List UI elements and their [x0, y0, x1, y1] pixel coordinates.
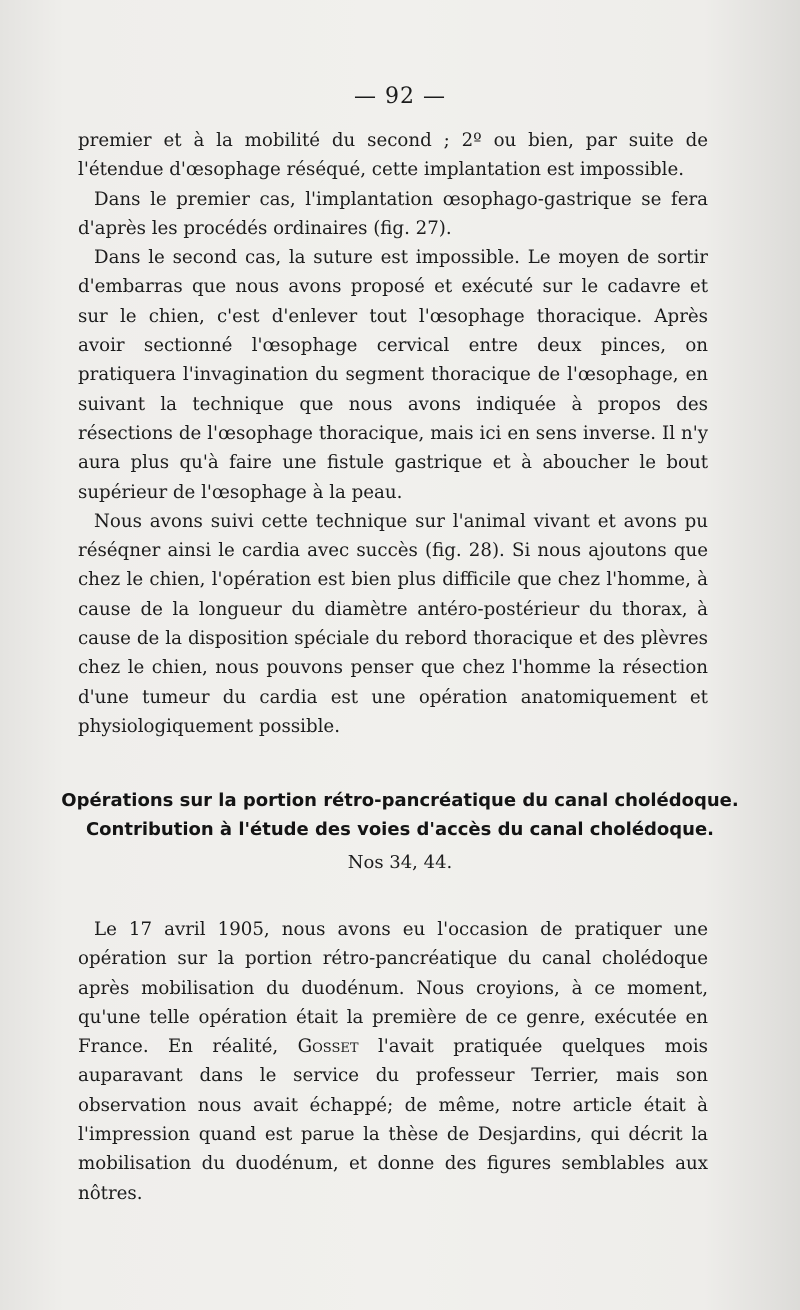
- paragraph: [78, 915, 708, 1208]
- paragraph-start: Le 17 avril 1905, nous avons eu l'occasion de pratiquer une opération sur la portion rétro-pancréatique du canal cholédoque après mobilisation du duodénum. Nous croyions, à ce moment, qu'une telle opération était la première de ce genre, exécutée en France. En réalité,: [78, 919, 708, 1058]
- author-name: Gosset: [297, 1036, 359, 1058]
- paragraph: premier et à la mobilité du second ; 2º ou bien, par suite de l'étendue d'œsophage réséqué, cette implantation est impossible.: [78, 130, 708, 181]
- section-1-text: [78, 126, 708, 741]
- reference-numbers: Nos 34, 44.: [347, 852, 453, 873]
- paragraph-end: l'avait pratiquée quelques mois auparavant dans le service du professeur Terrier, mais son observation nous avait échappé; de même, notre article était à l'impression quand est parue la thèse de Desjardins, qui décrit la mobilisation du duodénum, et donne des figures semblables aux nôtres.: [78, 1036, 708, 1204]
- paragraph: Nous avons suivi cette technique sur l'animal vivant et avons pu réséqner ainsi le cardia avec succès (fig. 28). Si nous ajoutons que chez le chien, l'opération est bien plus difficile que chez l'homme, à cause de la longueur du diamètre antéro-postérieur du thorax, à cause de la disposition spéciale du rebord thoracique et des plèvres chez le chien, nous pouvons penser que chez l'homme la résection d'une tumeur du cardia est une opération anatomiquement et physiologiquement possible.: [78, 510, 708, 737]
- page-number: — 92 —: [354, 84, 446, 109]
- paragraph: Dans le second cas, la suture est impossible. Le moyen de sortir d'embarras que nous avons proposé et exécuté sur le cadavre et sur le chien, c'est d'enlever tout l'œsophage thoracique. Après avoir sectionné l'œsophage cervical entre deux pinces, on pratiquera l'invagination du segment thoracique de l'œsophage, en suivant la technique que nous avons indiquée à propos des résections de l'œsophage thoracique, mais ici en sens inverse. Il n'y aura plus qu'à faire une fistule gastrique et à aboucher le bout supérieur de l'œsophage à la peau.: [78, 247, 708, 503]
- section-heading-line-2: Contribution à l'étude des voies d'accès du canal cholédoque.: [85, 819, 715, 840]
- paragraph: Dans le premier cas, l'implantation œsophago-gastrique se fera d'après les procédés ordinaires (fig. 27).: [78, 188, 708, 239]
- section-heading-line-1: Opérations sur la portion rétro-pancréatique du canal cholédoque.: [61, 790, 739, 811]
- section-2-text: [78, 915, 708, 1208]
